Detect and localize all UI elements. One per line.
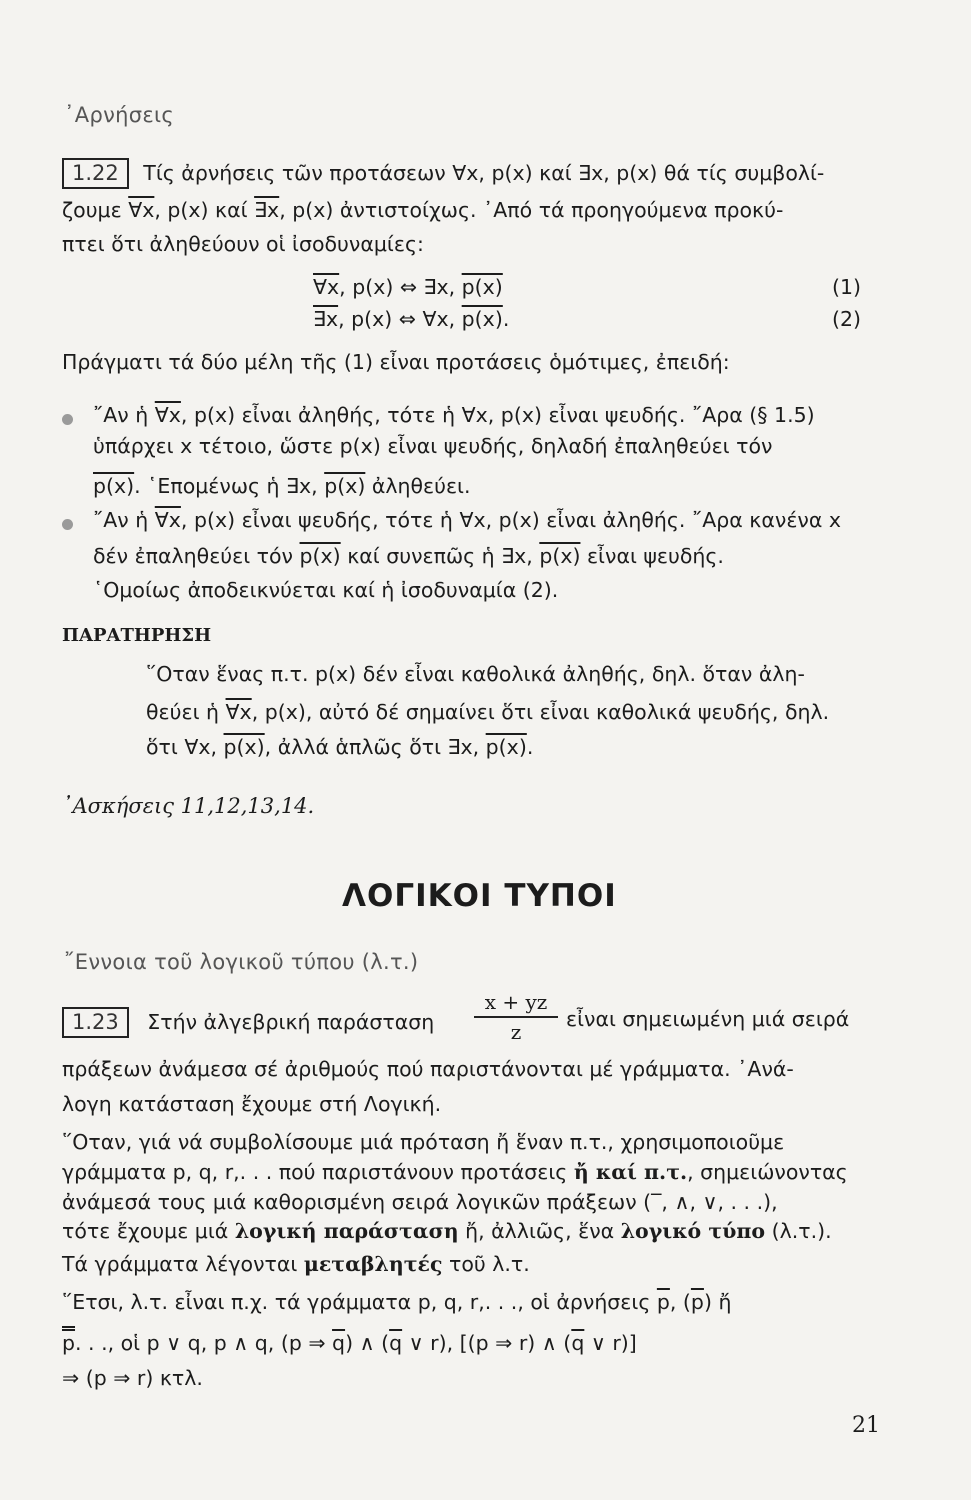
negated-symbol: p(x) [461, 307, 503, 331]
text: δέν ἐπαληθεύει τόν [93, 544, 300, 568]
paragraph-1-23-line2: πράξεων ἀνάμεσα σέ ἀριθμούς πού παριστάνονται μέ γράμματα. ᾿Ανά- [62, 1057, 794, 1081]
text: , p(x) εἶναι ψευδής, τότε ἡ ∀x, p(x) εἶναι ἀληθής. ῎Αρα κανένα x [180, 508, 842, 532]
negated-symbol: $\overline{q}$ [389, 1331, 403, 1355]
remark-title: ΠΑΡΑΤΗΡΗΣΗ [62, 625, 212, 646]
remark-line2 [146, 700, 829, 724]
negated-symbol: $\overline{q}$ [571, 1331, 585, 1355]
text: , p(x) εἶναι ἀληθής, τότε ἡ ∀x, p(x) εἶναι ψευδής. ῎Αρα (§ 1.5) [180, 403, 815, 427]
paragraph-1-22-line2 [62, 198, 783, 222]
proof-intro: Πράγματι τά δύο μέλη τῆς (1) εἶναι προτάσεις ὁμότιμες, ἐπειδή: [62, 350, 730, 374]
bullet-icon [62, 519, 73, 530]
paragraph-1-23-line1-end: εἶναι σημειωμένη μιά σειρά [566, 1007, 850, 1031]
paragraph-1-22-line1 [62, 158, 824, 189]
paragraph-1-23-line5 [62, 1160, 848, 1184]
text: , p(x) καί [154, 198, 255, 222]
fraction-bar [474, 1016, 558, 1018]
negated-symbol: ∀x [128, 198, 155, 222]
paragraph-1-23-line11: ⇒ (p ⇒ r) κτλ. [62, 1366, 203, 1390]
bold-text: μεταβλητές [303, 1252, 443, 1276]
paragraph-1-23-line1 [62, 1007, 434, 1038]
negated-symbol: p(x) [539, 544, 581, 568]
paragraph-1-23-line8 [62, 1252, 530, 1276]
text: ) ἤ [703, 1290, 732, 1314]
negated-symbol: $\overline{p}$ [656, 1290, 670, 1314]
bold-text: λογική παράσταση [234, 1219, 459, 1243]
equation-2 [313, 307, 509, 331]
double-negated-symbol: p [62, 1331, 76, 1355]
paragraph-1-23-line4: ῞Οταν, γιά νά συμβολίσουμε μιά πρόταση ἤ ἕναν π.τ., χρησιμοποιοῦμε [62, 1130, 785, 1154]
text: ὅτι ∀x, [146, 735, 224, 759]
text: , ἀλλά ἁπλῶς ὅτι ∃x, [264, 735, 486, 759]
negated-symbol: p(x) [299, 544, 341, 568]
bullet-2-line3: ῾Ομοίως ἀποδεικνύεται καί ἡ ἰσοδυναμία (2). [93, 578, 559, 602]
negated-symbol: ∀x [225, 700, 252, 724]
text: ∨ r)] [584, 1331, 637, 1355]
negated-symbol: p(x) [485, 735, 527, 759]
remark-line1: ῞Οταν ἕνας π.τ. p(x) δέν εἶναι καθολικά ἀληθής, δηλ. ὅταν ἀλη- [146, 662, 805, 686]
section-heading-negations: ᾿Αρνήσεις [64, 103, 175, 127]
text: ἤ, ἀλλιῶς, ἕνα [458, 1219, 621, 1243]
text: τοῦ λ.τ. [442, 1252, 530, 1276]
text: εἶναι ψευδής. [580, 544, 724, 568]
text: , σημειώνοντας [687, 1160, 848, 1184]
negated-symbol: ∀x [154, 508, 181, 532]
text: ῎Αν ἡ [93, 508, 155, 532]
negated-symbol: p(x) [461, 275, 503, 299]
paragraph-1-22-line3: πτει ὅτι ἀληθεύουν οἱ ἰσοδυναμίες: [62, 232, 424, 256]
equation-1-label: (1) [832, 275, 862, 299]
text: ∨ r), [(p ⇒ r) ∧ ( [402, 1331, 572, 1355]
paragraph-1-23-line7 [62, 1219, 832, 1243]
negated-symbol: p(x) [93, 474, 135, 498]
text: τότε ἔχουμε μιά [62, 1219, 235, 1243]
fraction-numerator: x + yz [484, 990, 548, 1014]
text: ῞Ετσι, λ.τ. εἶναι π.χ. τά γράμματα p, q, r,. . ., οἱ ἀρνήσεις [62, 1290, 657, 1314]
equation-1 [313, 275, 503, 299]
text: . [526, 735, 534, 759]
text: Στήν ἀλγεβρική παράσταση [147, 1010, 435, 1034]
bullet-1-line3 [93, 474, 471, 498]
negated-symbol: ∃x [254, 198, 280, 222]
text: , p(x) ἀντιστοίχως. ᾿Από τά προηγούμενα προκύ- [279, 198, 784, 222]
text: . [502, 307, 510, 331]
text: ἀληθεύει. [365, 474, 471, 498]
negated-symbol: ∀x [154, 403, 181, 427]
bullet-1-line2: ὑπάρχει x τέτοιο, ὥστε p(x) εἶναι ψευδής, δηλαδή ἐπαληθεύει τόν [93, 434, 773, 458]
text: Τίς ἀρνήσεις τῶν προτάσεων ∀x, p(x) καί ∃x, p(x) θά τίς συμβολί- [143, 161, 825, 185]
exercises-reference: ᾿Ασκήσεις 11,12,13,14. [62, 794, 315, 818]
text: ῎Αν ἡ [93, 403, 155, 427]
fraction-denominator: z [510, 1019, 522, 1044]
bullet-2-line1 [93, 508, 841, 532]
paragraph-1-23-line6: ἀνάμεσά τους μιά καθορισμένη σειρά λογικῶν πράξεων (‾, ∧, ∨, . . .), [62, 1190, 778, 1214]
bullet-2-line2 [93, 544, 724, 568]
text: γράμματα p, q, r,. . . πού παριστάνουν προτάσεις [62, 1160, 574, 1184]
text: θεύει ἡ [146, 700, 226, 724]
bullet-icon [62, 414, 73, 425]
section-heading-concept: ῎Εννοια τοῦ λογικοῦ τύπου (λ.τ.) [64, 950, 419, 974]
text: , p(x) ⇔ ∃x, [339, 275, 462, 299]
negated-symbol: $\overline{q}$ [332, 1331, 346, 1355]
text: . ῾Επομένως ἡ ∃x, [134, 474, 325, 498]
bullet-1-line1 [93, 403, 815, 427]
fraction [474, 990, 558, 1044]
text: , ( [669, 1290, 691, 1314]
negated-symbol: ∀x [313, 275, 340, 299]
paragraph-number-box: 1.23 [62, 1007, 129, 1038]
paragraph-number-box: 1.22 [62, 158, 129, 189]
text: καί συνεπῶς ἡ ∃x, [340, 544, 540, 568]
text: . . ., οἱ p ∨ q, p ∧ q, (p ⇒ [75, 1331, 333, 1355]
text: Τά γράμματα λέγονται [62, 1252, 304, 1276]
text: ) ∧ ( [345, 1331, 390, 1355]
text: (λ.τ.). [765, 1219, 832, 1243]
page-number: 21 [852, 1413, 880, 1438]
bold-text: λογικό τύπο [620, 1219, 766, 1243]
chapter-title: ΛΟΓΙΚΟΙ ΤΥΠΟΙ [342, 878, 617, 914]
bold-text: ἤ καί π.τ. [573, 1160, 688, 1184]
negated-symbol: ∃x [313, 307, 339, 331]
paragraph-1-23-line9 [62, 1290, 731, 1314]
paragraph-1-23-line3: λογη κατάσταση ἔχουμε στή Λογική. [62, 1092, 442, 1116]
negated-symbol: $\overline{p}$ [690, 1290, 704, 1314]
equation-2-label: (2) [832, 307, 862, 331]
text: , p(x) ⇔ ∀x, [338, 307, 462, 331]
negated-symbol: p(x) [223, 735, 265, 759]
text: ζουμε [62, 198, 129, 222]
negated-symbol: p(x) [324, 474, 366, 498]
remark-line3 [146, 735, 533, 759]
paragraph-1-23-line10 [62, 1331, 637, 1355]
text: , p(x), αὐτό δέ σημαίνει ὅτι εἶναι καθολικά ψευδής, δηλ. [251, 700, 830, 724]
